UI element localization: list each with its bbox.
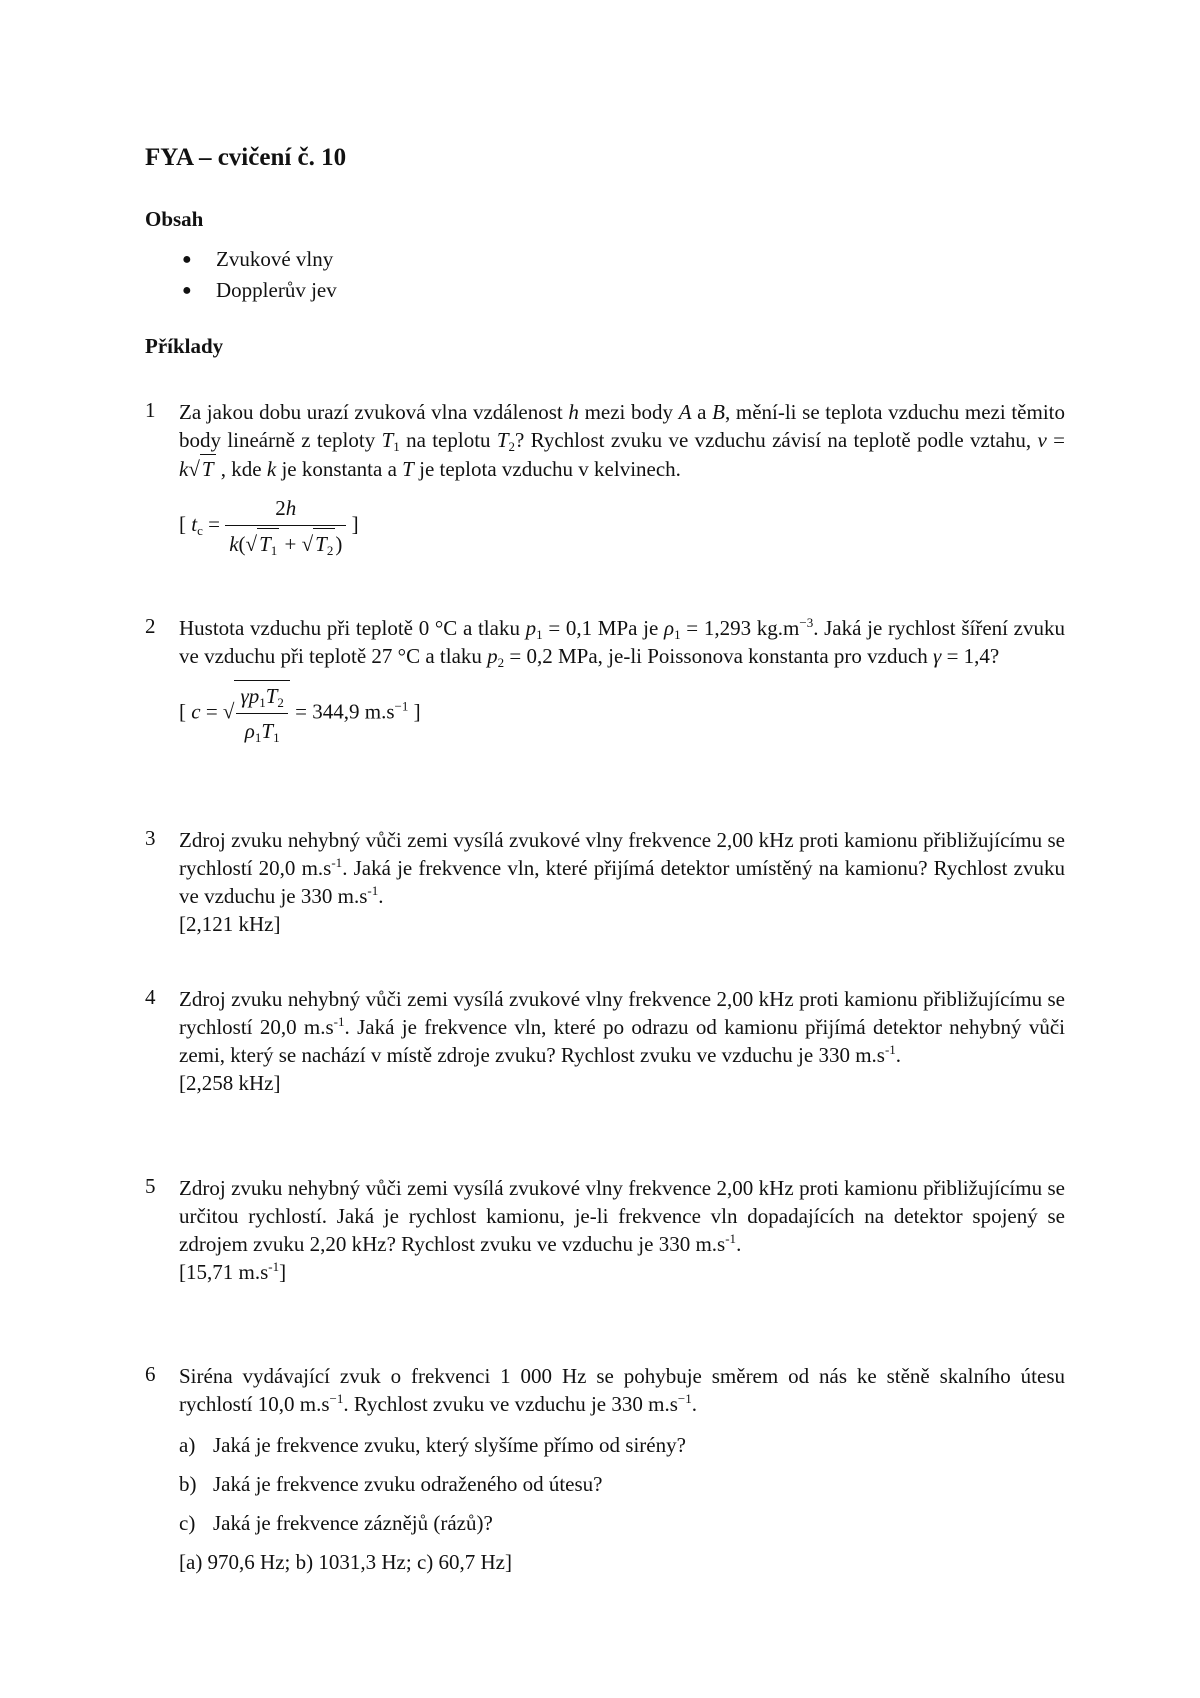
bullet-icon: ● bbox=[182, 282, 192, 299]
page-title: FYA – cvičení č. 10 bbox=[145, 144, 347, 171]
exercise-text: Zdroj zvuku nehybný vůči zemi vysílá zvukové vlny frekvence 2,00 kHz proti kamionu přibližujícímu se rychlostí 20,0 $m.s^{-1}$. Jaká je frekvence vln, které po odrazu od kamionu přijímá detektor nehybný vůči zemi, který se nachází v místě zdroje zvuku? Rychlost zvuku ve vzduchu je 330 $m.s^{-1}$. bbox=[179, 987, 1065, 1067]
exercise-4 bbox=[145, 985, 1065, 1097]
exercise-2 bbox=[145, 614, 1065, 746]
answer: [2,121 kHz] bbox=[179, 912, 281, 936]
exercise-number: 5 bbox=[145, 1174, 156, 1198]
exercise-text: Zdroj zvuku nehybný vůči zemi vysílá zvukové vlny frekvence 2,00 kHz proti kamionu přibližujícímu se rychlostí 20,0 $m.s^{-1}$. Jaká je frekvence vln, které přijímá detektor umístěný na kamionu? Rychlost zvuku ve vzduchu je 330 $m.s^{-1}$. bbox=[179, 828, 1065, 908]
bullet-icon: ● bbox=[182, 251, 192, 268]
exercise-5 bbox=[145, 1174, 1065, 1286]
answer: [15,71 $m.s^{-1}$] bbox=[179, 1259, 287, 1284]
exercise-number: 3 bbox=[145, 826, 156, 850]
exercise-number: 4 bbox=[145, 985, 156, 1009]
exercise-1 bbox=[145, 398, 1065, 559]
contents-heading: Obsah bbox=[145, 207, 204, 231]
exercise-6 bbox=[145, 1362, 1065, 1582]
exercise-text: Za jakou dobu urazí zvuková vlna vzdálenost h mezi body A a B, mění-li se teplota vzduchu mezi těmito body lineárně z teploty $T_1$ na teplotu $T_2$? Rychlost zvuku ve vzduchu závisí na teplotě podle vztahu, v = k√T , kde k je konstanta a T je teplota vzduchu v kelvinech. bbox=[179, 400, 1066, 481]
list-item: a) Jaká je frekvence zvuku, který slyšíme přímo od sirény? bbox=[179, 1433, 686, 1457]
exercise-number: 2 bbox=[145, 614, 156, 638]
answer: [ $t_c$ = $\frac{2h}{k(√T_1 + √T_2)}$ ] bbox=[179, 493, 1065, 559]
exercise-text: Hustota vzduchu při teplotě 0 °C a tlaku $p_1 = 0,1$ MPa je $\rho_1 = 1,293$ $kg.m^{-3}$. Jaká je rychlost šíření zvuku ve vzduchu při teplotě 27 °C a tlaku $p_2 = 0,2$ MPa, je-li Poissonova konstanta pro vzduch γ = 1,4? bbox=[179, 615, 1065, 670]
list-item: c) Jaká je frekvence záznějů (rázů)? bbox=[179, 1511, 493, 1535]
exercise-number: 1 bbox=[145, 398, 156, 422]
exercise-text: Siréna vydávající zvuk o frekvenci 1 000 Hz se pohybuje směrem od nás ke stěně skalního útesu rychlostí 10,0 $m.s^{-1}$. Rychlost zvuku ve vzduchu je 330 $m.s^{-1}$. bbox=[179, 1364, 1065, 1416]
answer: [2,258 kHz] bbox=[179, 1071, 281, 1095]
exercise-text: Zdroj zvuku nehybný vůči zemi vysílá zvukové vlny frekvence 2,00 kHz proti kamionu přibližujícímu se určitou rychlostí. Jaká je rychlost kamionu, je-li frekvence vln dopadajících na detektor spojený se zdrojem zvuku 2,20 kHz? Rychlost zvuku ve vzduchu je 330 $m.s^{-1}$. bbox=[179, 1176, 1065, 1256]
examples-heading: Příklady bbox=[145, 334, 224, 358]
contents-list bbox=[145, 244, 337, 306]
answer: [ c = √ $\frac{\gamma p_1T_2}{\rho_1T_1}$ = 344,9 $m.s^{-1}$ ] bbox=[179, 680, 1065, 746]
list-item: ● Zvukové vlny bbox=[145, 244, 337, 275]
list-item: ● Dopplerův jev bbox=[145, 275, 337, 306]
answer: [a) 970,6 Hz; b) 1031,3 Hz; c) 60,7 Hz] bbox=[179, 1550, 512, 1574]
list-item: b) Jaká je frekvence zvuku odraženého od útesu? bbox=[179, 1472, 603, 1496]
sub-questions bbox=[179, 1426, 1065, 1582]
exercise-number: 6 bbox=[145, 1362, 156, 1386]
exercise-3 bbox=[145, 826, 1065, 938]
